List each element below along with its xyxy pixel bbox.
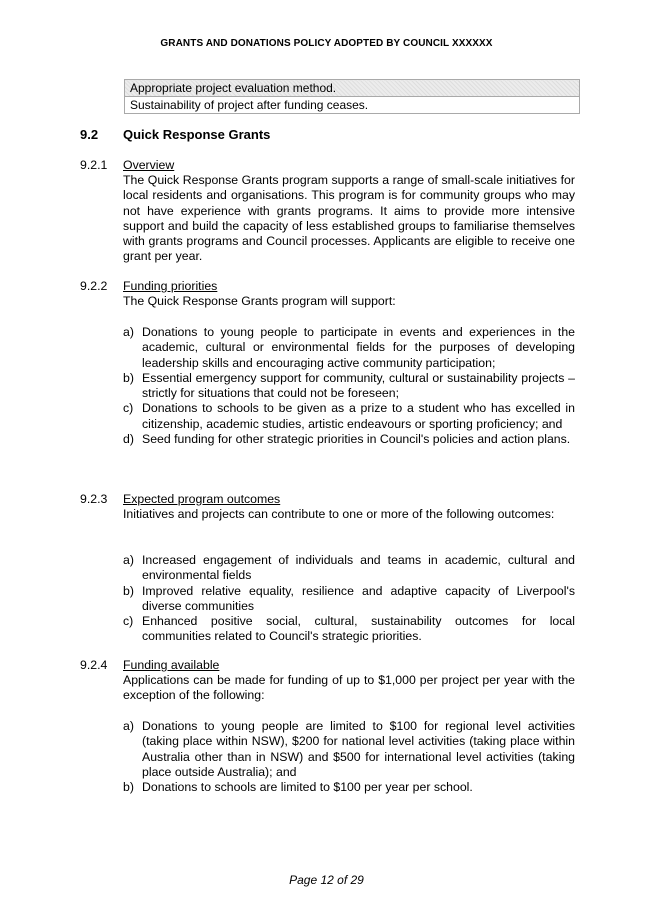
funding-available-intro: Applications can be made for funding of up to $1,000 per project per year with the exception of the following: <box>123 673 575 703</box>
table-cell: Sustainability of project after funding ceases. <box>125 97 580 114</box>
expected-outcomes-intro: Initiatives and projects can contribute to one or more of the following outcomes: <box>123 507 555 521</box>
list-item-text: Donations to young people are limited to $100 for regional level activities (taking place within NSW), $200 for national level activities (taking place within Australia other than in NSW) and $500 for international level activities (taking place outside Australia); and <box>142 719 575 779</box>
list-item <box>123 780 575 795</box>
list-item-text: Essential emergency support for community, cultural or sustainability projects – strictly for situations that could not be foreseen; <box>142 370 575 401</box>
expected-outcomes-list <box>123 553 575 645</box>
list-item-text: Increased engagement of individuals and teams in academic, cultural and environmental fields <box>142 553 575 583</box>
section-title: Quick Response Grants <box>123 127 271 142</box>
table-row <box>125 80 580 97</box>
subsection-title: Overview <box>123 158 175 172</box>
subsection-title: Funding available <box>123 658 220 672</box>
list-marker: a) <box>123 553 134 567</box>
list-item <box>123 614 575 645</box>
list-item-text: Donations to young people to participate in events and experiences in the academic, cultural or environmental fields for the purposes of developing leadership skills and encouraging active community participation; <box>142 325 575 370</box>
list-marker: c) <box>123 614 134 629</box>
table-cell: Appropriate project evaluation method. <box>125 80 580 97</box>
list-item <box>123 371 575 402</box>
list-item-text: Improved relative equality, resilience and adaptive capacity of Liverpool's diverse communities <box>142 583 575 613</box>
funding-priorities-intro: The Quick Response Grants program will support: <box>123 294 396 308</box>
list-marker: d) <box>123 432 134 447</box>
list-marker: a) <box>123 719 134 733</box>
list-marker: b) <box>123 583 134 598</box>
subsection-title: Expected program outcomes <box>123 492 281 506</box>
list-marker: a) <box>123 325 134 339</box>
subsection-number: 9.2.1 <box>80 158 108 172</box>
subsection-number: 9.2.4 <box>80 658 108 672</box>
page-header: GRANTS AND DONATIONS POLICY ADOPTED BY COUNCIL XXXXXX <box>160 38 493 49</box>
list-item-text: Donations to schools to be given as a prize to a student who has excelled in citizenship, academic studies, artistic endeavours or sporting proficiency; and <box>142 401 575 431</box>
subsection-number: 9.2.3 <box>80 492 108 506</box>
subsection-title: Funding priorities <box>123 279 218 293</box>
list-item-text: Enhanced positive social, cultural, sustainability outcomes for local communities related to Council's strategic priorities. <box>142 614 575 644</box>
table-row <box>125 97 580 114</box>
list-marker: b) <box>123 370 134 385</box>
list-item <box>123 553 575 584</box>
list-item-text: Donations to schools are limited to $100 per year per school. <box>142 780 473 795</box>
subsection-number: 9.2.2 <box>80 279 108 293</box>
funding-priorities-list <box>123 325 575 447</box>
list-marker: c) <box>123 401 134 416</box>
section-heading <box>80 127 270 142</box>
criteria-table <box>124 79 580 114</box>
list-item-text: Seed funding for other strategic priorities in Council's policies and action plans. <box>142 432 571 447</box>
list-item <box>123 719 575 780</box>
list-item <box>123 401 575 432</box>
section-number: 9.2 <box>80 127 99 142</box>
list-item <box>123 432 575 447</box>
list-marker: b) <box>123 780 134 795</box>
list-item <box>123 325 575 371</box>
funding-available-list <box>123 719 575 795</box>
overview-paragraph: The Quick Response Grants program supports a range of small-scale initiatives for local residents and organisations. This program is for community groups who may not have experience with grants programs. It aims to provide more intensive support and build the capacity of less established groups to familiarise themselves with grants programs and Council processes. Applicants are eligible to receive one grant per year. <box>123 173 575 264</box>
list-item <box>123 584 575 615</box>
page-number-footer: Page 12 of 29 <box>289 873 364 887</box>
